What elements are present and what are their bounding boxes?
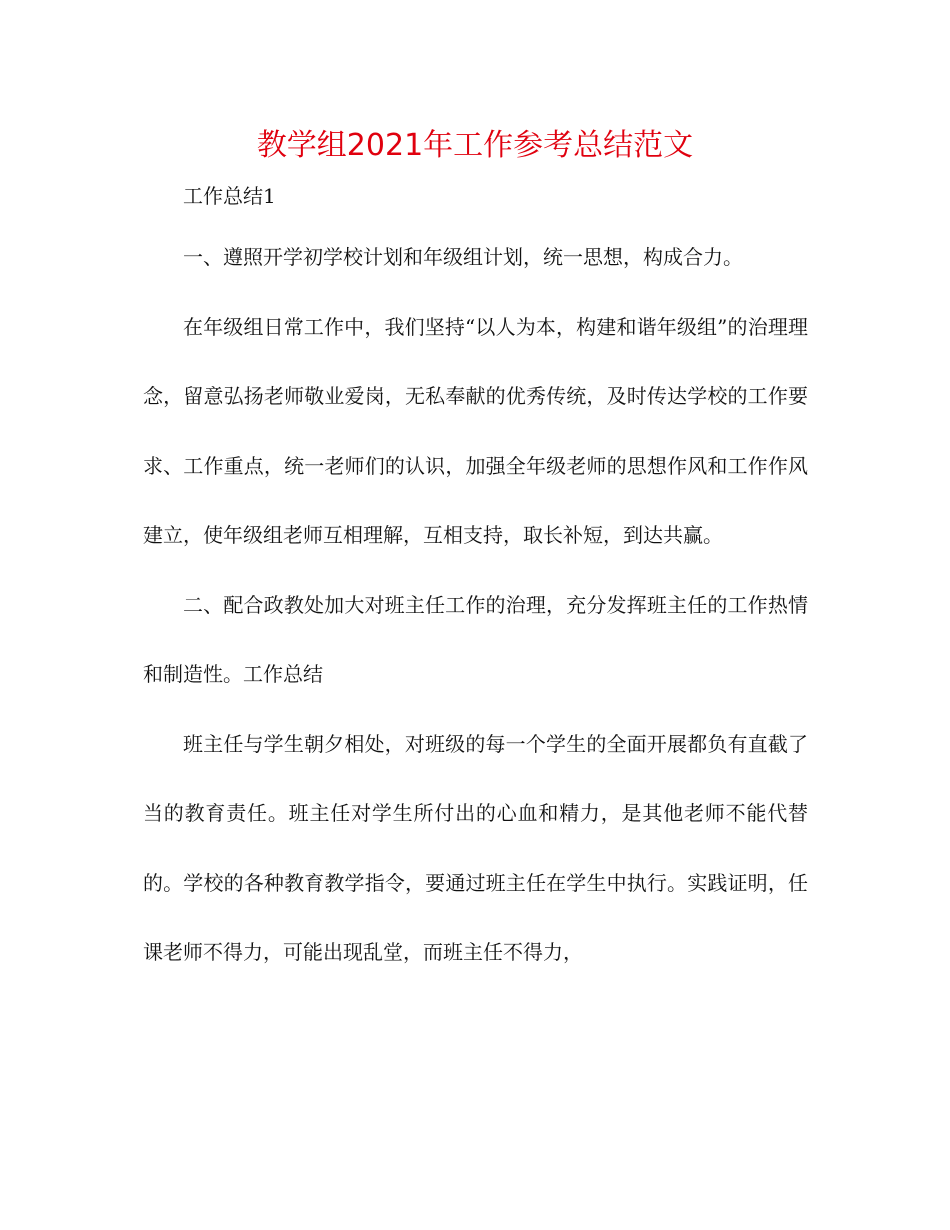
section-heading: 工作总结1 — [183, 184, 276, 208]
paragraph-4: 班主任与学生朝夕相处，对班级的每一个学生的全面开展都负有直截了当的教育责任。班主任对学生所付出的心血和精力，是其他老师不能代替的。学校的各种教育教学指令，要通过班主任在学生中执行。实践证明，任课老师不得力，可能出现乱堂，而班主任不得力， — [143, 731, 808, 964]
document-title: 教学组2021年工作参考总结范文 — [256, 128, 694, 163]
paragraph-1: 一、遵照开学初学校计划和年级组计划，统一思想，构成合力。 — [183, 245, 743, 269]
paragraph-2: 在年级组日常工作中，我们坚持“以人为本，构建和谐年级组”的治理理念，留意弘扬老师敬业爱岗，无私奉献的优秀传统，及时传达学校的工作要求、工作重点，统一老师们的认识，加强全年级老师的思想作风和工作作风建立，使年级组老师互相理解，互相支持，取长补短，到达共赢。 — [143, 314, 808, 547]
paragraph-3: 二、配合政教处加大对班主任工作的治理，充分发挥班主任的工作热情和制造性。工作总结 — [143, 592, 808, 686]
document-body — [143, 178, 808, 988]
